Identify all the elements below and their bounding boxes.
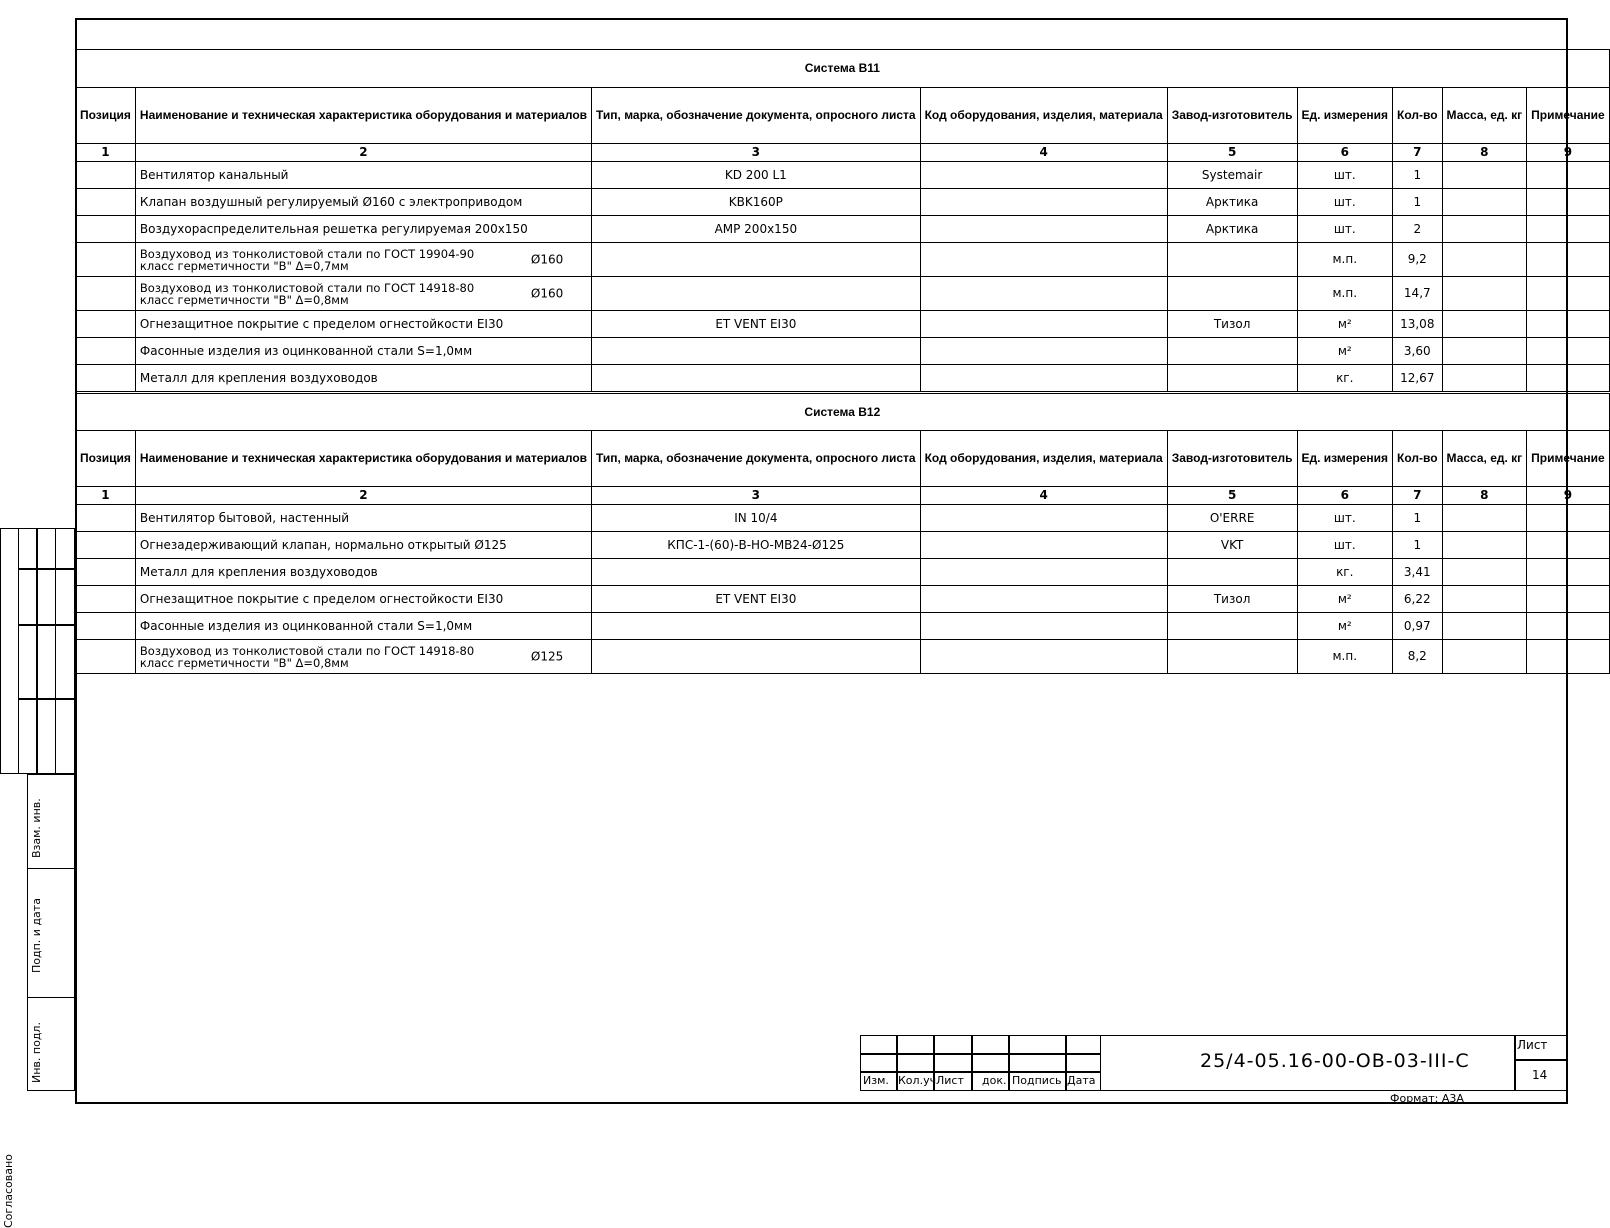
cell-code	[920, 640, 1167, 674]
cell-maker	[1167, 640, 1297, 674]
cell-maker	[1167, 338, 1297, 365]
cell-pos	[76, 338, 136, 365]
item-diameter: Ø160	[530, 286, 564, 300]
col-number: 6	[1297, 144, 1393, 162]
cell-code	[920, 277, 1167, 311]
left-margin-stamp	[0, 528, 75, 1228]
cell-type: КПС-1-(60)-В-НО-МВ24-Ø125	[592, 532, 921, 559]
cell-name: Огнезадерживающий клапан, нормально открытый Ø125	[135, 532, 591, 559]
cell-qty: 1	[1393, 505, 1443, 532]
cell-unit: кг.	[1297, 365, 1393, 392]
cell-name: Воздухораспределительная решетка регулируемая 200х150	[135, 216, 591, 243]
cell-type: IN 10/4	[592, 505, 921, 532]
cell-code	[920, 586, 1167, 613]
cell-note	[1527, 338, 1610, 365]
tb-doc: док.	[982, 1074, 1007, 1087]
cell-unit: м²	[1297, 311, 1393, 338]
col-header-qty: Кол-во	[1393, 431, 1443, 487]
cell-mass	[1442, 338, 1527, 365]
table-row	[76, 243, 1610, 277]
cell-mass	[1442, 243, 1527, 277]
cell-qty: 6,22	[1393, 586, 1443, 613]
cell-type	[592, 365, 921, 392]
cell-mass	[1442, 559, 1527, 586]
col-header-name: Наименование и техническая характеристика оборудования и материалов	[135, 431, 591, 487]
col-header-name: Наименование и техническая характеристика оборудования и материалов	[135, 88, 591, 144]
cell-code	[920, 365, 1167, 392]
col-number: 7	[1393, 144, 1443, 162]
cell-maker	[1167, 613, 1297, 640]
col-header-mass: Масса, ед. кг	[1442, 88, 1527, 144]
cell-name: Металл для крепления воздуховодов	[135, 559, 591, 586]
col-number: 2	[135, 144, 591, 162]
cell-qty: 3,41	[1393, 559, 1443, 586]
table-row	[76, 365, 1610, 392]
col-header-code: Код оборудования, изделия, материала	[920, 431, 1167, 487]
cell-qty: 9,2	[1393, 243, 1443, 277]
col-number: 3	[592, 144, 921, 162]
col-header-unit: Ед. измерения	[1297, 88, 1393, 144]
table-row	[76, 277, 1610, 311]
cell-unit: кг.	[1297, 559, 1393, 586]
tb-sheet-label: Лист	[1517, 1038, 1548, 1052]
cell-pos	[76, 640, 136, 674]
cell-pos	[76, 586, 136, 613]
cell-type: KD 200 L1	[592, 162, 921, 189]
spec-table-b11	[75, 49, 1610, 392]
cell-mass	[1442, 277, 1527, 311]
cell-type: ET VENT EI30	[592, 311, 921, 338]
cell-pos	[76, 189, 136, 216]
cell-qty: 3,60	[1393, 338, 1443, 365]
format-label: Формат: А3А	[1390, 1092, 1464, 1105]
cell-qty: 12,67	[1393, 365, 1443, 392]
cell-mass	[1442, 216, 1527, 243]
cell-code	[920, 338, 1167, 365]
table-row	[76, 613, 1610, 640]
cell-qty: 0,97	[1393, 613, 1443, 640]
cell-unit: шт.	[1297, 216, 1393, 243]
cell-note	[1527, 532, 1610, 559]
cell-qty: 1	[1393, 189, 1443, 216]
cell-mass	[1442, 162, 1527, 189]
cell-maker: Systemair	[1167, 162, 1297, 189]
cell-pos	[76, 505, 136, 532]
col-number: 1	[76, 487, 136, 505]
cell-unit: шт.	[1297, 162, 1393, 189]
cell-pos	[76, 216, 136, 243]
cell-maker: Арктика	[1167, 216, 1297, 243]
cell-code	[920, 243, 1167, 277]
col-header-pos: Позиция	[76, 88, 136, 144]
cell-unit: м.п.	[1297, 277, 1393, 311]
table-row	[76, 162, 1610, 189]
col-number: 4	[920, 487, 1167, 505]
cell-note	[1527, 640, 1610, 674]
cell-type: AMP 200x150	[592, 216, 921, 243]
cell-code	[920, 189, 1167, 216]
cell-note	[1527, 613, 1610, 640]
cell-qty: 2	[1393, 216, 1443, 243]
cell-code	[920, 162, 1167, 189]
col-number: 7	[1393, 487, 1443, 505]
cell-maker: Арктика	[1167, 189, 1297, 216]
cell-qty: 14,7	[1393, 277, 1443, 311]
cell-name: Металл для крепления воздуховодов	[135, 365, 591, 392]
cell-type	[592, 277, 921, 311]
col-number: 5	[1167, 144, 1297, 162]
cell-note	[1527, 277, 1610, 311]
col-header-note: Примечание	[1527, 431, 1610, 487]
cell-code	[920, 532, 1167, 559]
cell-pos	[76, 559, 136, 586]
cell-maker	[1167, 277, 1297, 311]
inv-replace-label: Взам. инв.	[30, 798, 43, 858]
cell-type	[592, 559, 921, 586]
col-header-code: Код оборудования, изделия, материала	[920, 88, 1167, 144]
cell-unit: м.п.	[1297, 640, 1393, 674]
cell-code	[920, 311, 1167, 338]
col-header-maker: Завод-изготовитель	[1167, 88, 1297, 144]
col-header-maker: Завод-изготовитель	[1167, 431, 1297, 487]
col-number: 8	[1442, 487, 1527, 505]
col-header-note: Примечание	[1527, 88, 1610, 144]
cell-name	[135, 640, 591, 674]
cell-qty: 13,08	[1393, 311, 1443, 338]
col-number: 9	[1527, 487, 1610, 505]
cell-type	[592, 338, 921, 365]
col-header-qty: Кол-во	[1393, 88, 1443, 144]
col-number: 3	[592, 487, 921, 505]
cell-name: Фасонные изделия из оцинкованной стали S=1,0мм	[135, 338, 591, 365]
cell-qty: 1	[1393, 162, 1443, 189]
item-name: Воздуховод из тонколистовой стали по ГОСТ 19904-90 класс герметичности "В" Δ=0,7мм	[139, 246, 475, 273]
col-number: 4	[920, 144, 1167, 162]
cell-note	[1527, 189, 1610, 216]
cell-name: Вентилятор канальный	[135, 162, 591, 189]
cell-mass	[1442, 586, 1527, 613]
inv-orig-label: Инв. подл.	[30, 1022, 43, 1083]
cell-unit: м²	[1297, 586, 1393, 613]
cell-pos	[76, 162, 136, 189]
table-row	[76, 559, 1610, 586]
table-row	[76, 311, 1610, 338]
document-code: 25/4-05.16-00-ОВ-03-III-С	[1200, 1050, 1470, 1072]
table-row	[76, 640, 1610, 674]
cell-pos	[76, 243, 136, 277]
col-header-type: Тип, марка, обозначение документа, опросного листа	[592, 88, 921, 144]
tb-kol: Кол.уч	[898, 1074, 937, 1087]
col-header-pos: Позиция	[76, 431, 136, 487]
table-row	[76, 216, 1610, 243]
cell-note	[1527, 162, 1610, 189]
table-row	[76, 189, 1610, 216]
cell-mass	[1442, 532, 1527, 559]
system-title: Система В11	[76, 50, 1610, 88]
table-row	[76, 338, 1610, 365]
cell-unit: шт.	[1297, 532, 1393, 559]
cell-name: Огнезащитное покрытие с пределом огнестойкости EI30	[135, 586, 591, 613]
cell-code	[920, 613, 1167, 640]
cell-qty: 8,2	[1393, 640, 1443, 674]
cell-maker: VKT	[1167, 532, 1297, 559]
cell-type	[592, 613, 921, 640]
cell-code	[920, 216, 1167, 243]
cell-note	[1527, 559, 1610, 586]
cell-type	[592, 243, 921, 277]
cell-name: Клапан воздушный регулируемый Ø160 с электроприводом	[135, 189, 591, 216]
col-header-unit: Ед. измерения	[1297, 431, 1393, 487]
cell-unit: м²	[1297, 338, 1393, 365]
item-name: Воздуховод из тонколистовой стали по ГОСТ 14918-80 класс герметичности "В" Δ=0,8мм	[139, 280, 475, 307]
cell-pos	[76, 311, 136, 338]
tb-sheet-num: 14	[1532, 1068, 1548, 1082]
cell-maker	[1167, 243, 1297, 277]
cell-note	[1527, 586, 1610, 613]
cell-maker: Тизол	[1167, 586, 1297, 613]
cell-mass	[1442, 189, 1527, 216]
cell-code	[920, 505, 1167, 532]
col-number: 8	[1442, 144, 1527, 162]
system-title: Система В12	[76, 394, 1610, 431]
col-number: 1	[76, 144, 136, 162]
cell-note	[1527, 505, 1610, 532]
item-name: Воздуховод из тонколистовой стали по ГОСТ 14918-80 класс герметичности "В" Δ=0,8мм	[139, 643, 475, 670]
cell-type	[592, 640, 921, 674]
cell-pos	[76, 277, 136, 311]
tb-sign: Подпись	[1012, 1074, 1062, 1087]
cell-mass	[1442, 365, 1527, 392]
cell-mass	[1442, 505, 1527, 532]
cell-mass	[1442, 640, 1527, 674]
cell-name	[135, 277, 591, 311]
cell-maker	[1167, 559, 1297, 586]
cell-type: ET VENT EI30	[592, 586, 921, 613]
cell-unit: м.п.	[1297, 243, 1393, 277]
cell-pos	[76, 613, 136, 640]
cell-mass	[1442, 311, 1527, 338]
spec-table-b12	[75, 393, 1610, 674]
col-number: 5	[1167, 487, 1297, 505]
col-header-mass: Масса, ед. кг	[1442, 431, 1527, 487]
cell-mass	[1442, 613, 1527, 640]
tb-izm: Изм.	[863, 1074, 889, 1087]
table-row	[76, 532, 1610, 559]
cell-note	[1527, 365, 1610, 392]
table-row	[76, 505, 1610, 532]
col-number: 9	[1527, 144, 1610, 162]
cell-pos	[76, 532, 136, 559]
cell-maker	[1167, 365, 1297, 392]
cell-code	[920, 559, 1167, 586]
cell-name	[135, 243, 591, 277]
cell-unit: м²	[1297, 613, 1393, 640]
cell-unit: шт.	[1297, 189, 1393, 216]
agreed-label: Согласовано	[2, 1154, 15, 1228]
cell-name: Фасонные изделия из оцинкованной стали S=1,0мм	[135, 613, 591, 640]
tb-date: Дата	[1067, 1074, 1096, 1087]
cell-maker: O'ERRE	[1167, 505, 1297, 532]
table-row	[76, 586, 1610, 613]
item-diameter: Ø125	[530, 649, 564, 663]
col-header-type: Тип, марка, обозначение документа, опросного листа	[592, 431, 921, 487]
cell-qty: 1	[1393, 532, 1443, 559]
col-number: 6	[1297, 487, 1393, 505]
tb-list: Лист	[936, 1074, 964, 1087]
cell-note	[1527, 216, 1610, 243]
cell-type: KBK160P	[592, 189, 921, 216]
cell-pos	[76, 365, 136, 392]
cell-maker: Тизол	[1167, 311, 1297, 338]
cell-name: Вентилятор бытовой, настенный	[135, 505, 591, 532]
sign-date-label: Подп. и дата	[30, 898, 43, 973]
col-number: 2	[135, 487, 591, 505]
cell-note	[1527, 311, 1610, 338]
cell-note	[1527, 243, 1610, 277]
cell-name: Огнезащитное покрытие с пределом огнестойкости EI30	[135, 311, 591, 338]
cell-unit: шт.	[1297, 505, 1393, 532]
item-diameter: Ø160	[530, 252, 564, 266]
